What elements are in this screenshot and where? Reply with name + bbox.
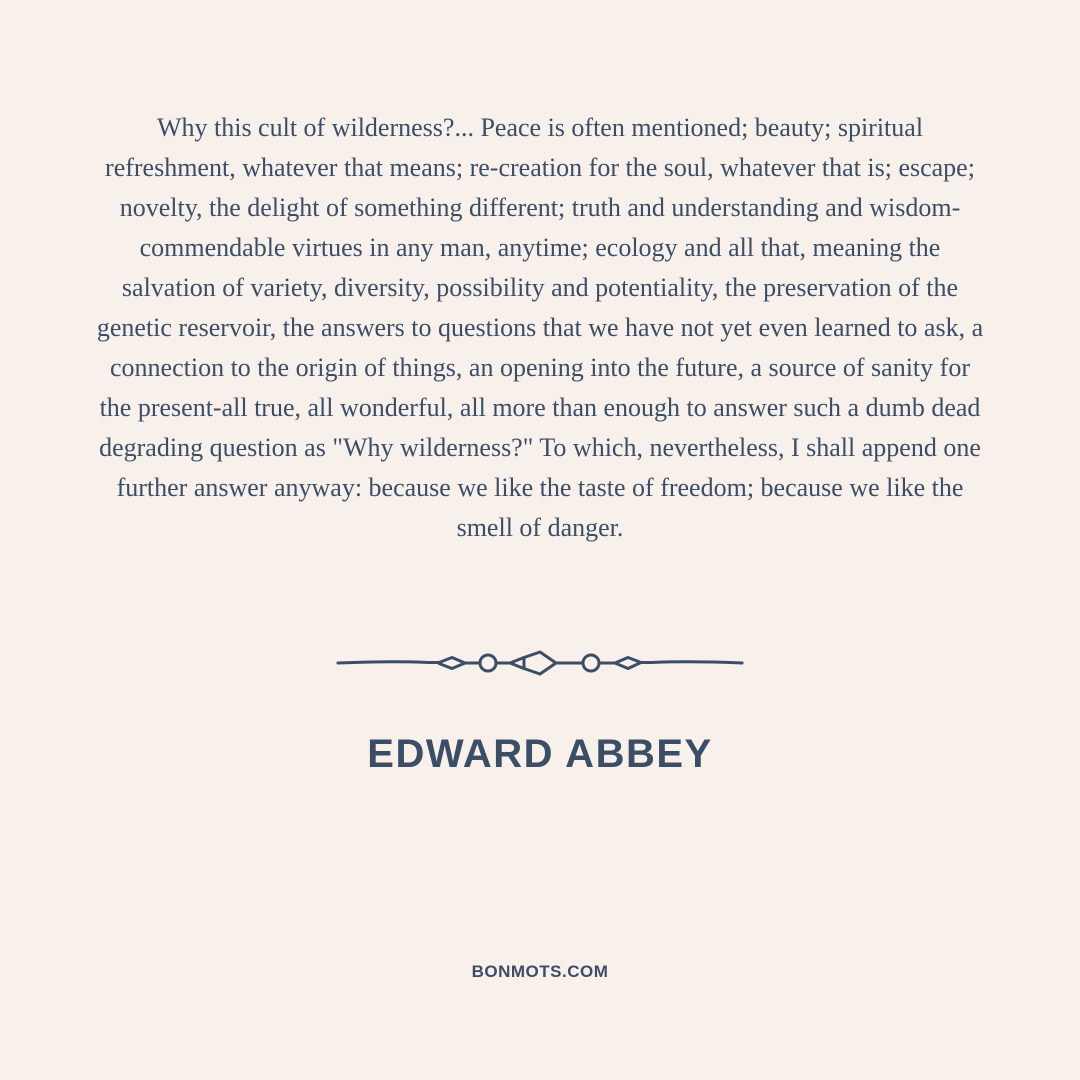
author-name: EDWARD ABBEY — [367, 732, 713, 776]
site-link[interactable]: BONMOTS.COM — [471, 962, 609, 981]
ornament-divider — [336, 646, 744, 680]
quote-text: Why this cult of wilderness?... Peace is often mentioned; beauty; spiritual refreshment, whatever that means; re-creation for the soul, whatever that is; escape; novelty, the delight of something different; truth and understanding and wisdom-commendable virtues in any man, anytime; ecology and all that, meaning the salvation of variety, diversity, possibility and potentiality, the preservation of the genetic reservoir, the answers to questions that we have not yet even learned to ask, a connection to the origin of things, an opening into the future, a source of sanity for the present-all true, all wonderful, all more than enough to answer such a dumb dead degrading question as "Why wilderness?" To which, nevertheless, I shall append one further answer anyway: because we like the taste of freedom; because we like the smell of danger. — [96, 113, 984, 542]
